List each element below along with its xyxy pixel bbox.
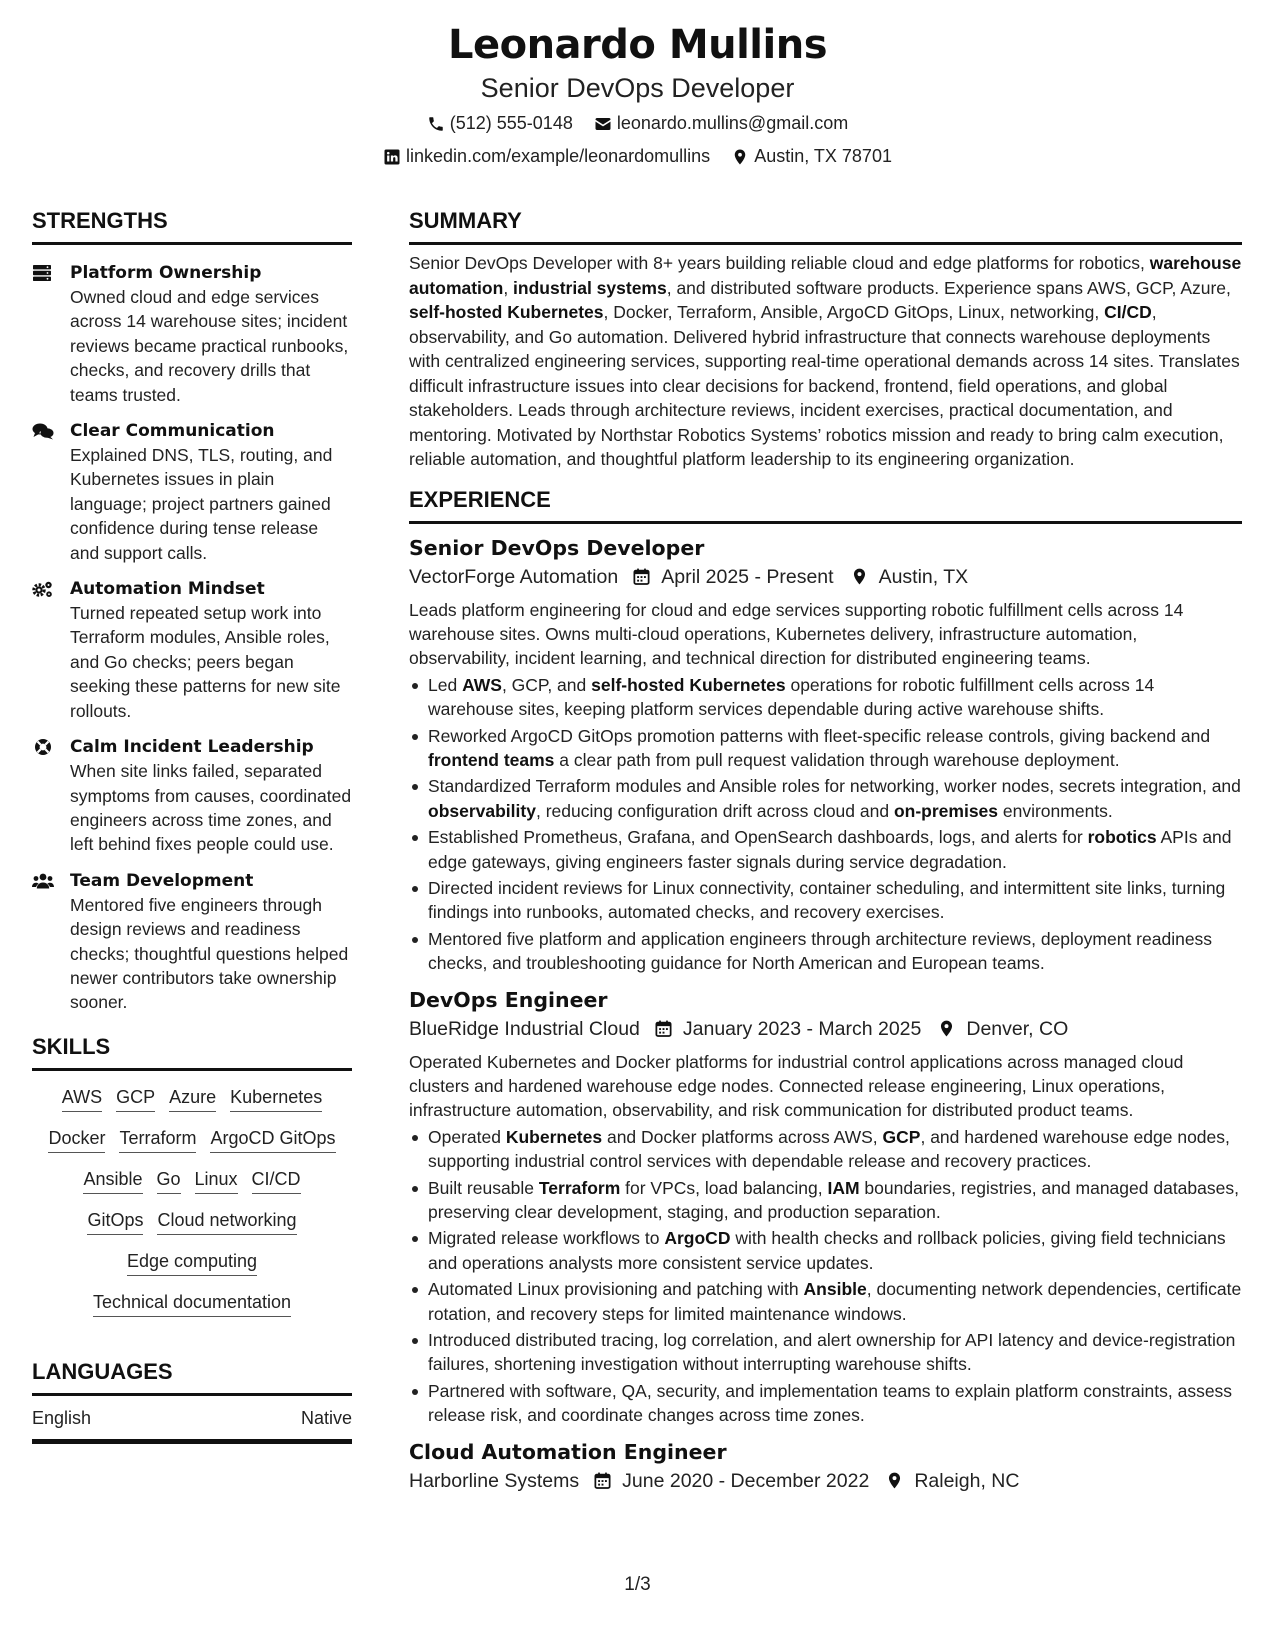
job-dates: January 2023 - March 2025 <box>682 1017 922 1040</box>
job-description: Leads platform engineering for cloud and edge services supporting robotic fulfillment cells across 14 warehouse sites. Owns multi-cloud operations, Kubernetes delivery, infrastructure automation, observability, incident learning, and technical direction for distributed engineering teams. <box>409 599 1184 669</box>
location-text: Austin, TX 78701 <box>754 146 892 166</box>
text-segment: , reducing configuration drift across cloud and <box>535 800 894 821</box>
skills-row <box>32 1163 352 1204</box>
strength-title: Platform Ownership <box>70 263 262 283</box>
bold-text: robotics <box>1087 827 1157 848</box>
text-segment: , GCP, and <box>501 674 592 695</box>
job-meta <box>409 1466 1242 1496</box>
phone-contact <box>427 113 573 134</box>
bold-text: CI/CD <box>1104 302 1152 322</box>
text-segment: , Docker, Terraform, Ansible, ArgoCD GitOps, Linux, networking, <box>603 302 1105 322</box>
job-bullets <box>409 1125 1242 1428</box>
skill-tag: Linux <box>195 1169 238 1194</box>
job-meta <box>409 1014 1242 1044</box>
text-segment: Introduced distributed tracing, log correlation, and alert ownership for API latency and device-registration failures, shortening investigation without interrupting warehouse shifts. <box>428 1330 1236 1375</box>
bold-text: GCP <box>882 1126 921 1147</box>
job-description: Operated Kubernetes and Docker platforms for industrial control applications across managed cloud clusters and hardened warehouse edge nodes. Connected release engineering, Linux operations, infrastructure automation, observability, and risk communication for distributed product teams. <box>409 1051 1184 1121</box>
job-entry <box>409 986 1242 1428</box>
text-segment: Senior DevOps Developer with 8+ years building reliable cloud and edge platforms for robotics, <box>409 253 1150 273</box>
bullet-item <box>409 1277 1242 1326</box>
skill-tag: Terraform <box>119 1128 196 1153</box>
text-segment: with health checks and rollback policies, giving field technicians and operations analysts more consistent service updates. <box>428 1228 1226 1273</box>
text-segment: a clear path from pull request validation through warehouse deployment. <box>554 749 1120 770</box>
skills-row <box>32 1122 352 1163</box>
contact-row-1 <box>0 113 1275 138</box>
job-company: Harborline Systems <box>409 1469 580 1492</box>
experience-list <box>409 534 1242 1496</box>
skill-tag: Go <box>157 1169 181 1194</box>
bold-text: observability <box>428 800 536 821</box>
skills-row <box>32 1204 352 1245</box>
bold-text: ArgoCD <box>664 1228 731 1249</box>
bullet-item <box>409 1125 1242 1174</box>
text-segment: , and hardened warehouse edge nodes, supporting industrial control services with dependable release and recovery practices. <box>428 1126 1230 1172</box>
page-number: 1/3 <box>624 1574 651 1595</box>
text-segment: Led <box>428 674 463 695</box>
strengths-list <box>32 245 352 1015</box>
skill-tag: ArgoCD GitOps <box>210 1128 335 1153</box>
job-location: Denver, CO <box>966 1017 1069 1040</box>
strength-desc: Turned repeated setup work into Terraform modules, Ansible roles, and Go checks; peers began seeking these patterns for new site rollouts. <box>70 603 341 721</box>
users-icon <box>32 872 54 890</box>
text-segment: Operated <box>428 1126 506 1147</box>
strength-desc: When site links failed, separated symptoms from causes, coordinated engineers across time zones, and left behind fixes people could use. <box>70 761 352 855</box>
strength-desc: Mentored five engineers through design reviews and readiness checks; thoughtful questions helped newer contributors take ownership sooner. <box>70 894 349 1013</box>
linkedin-icon <box>383 148 401 166</box>
skill-tag: Cloud networking <box>157 1210 296 1235</box>
server-icon <box>32 264 54 282</box>
strength-item <box>32 735 352 857</box>
bullet-item <box>409 927 1242 976</box>
skills-heading: SKILLS <box>32 1034 352 1071</box>
bullet-item <box>409 724 1242 773</box>
cogs-icon <box>32 580 54 598</box>
strengths-heading: STRENGTHS <box>32 208 352 245</box>
text-segment: Migrated release workflows to <box>428 1228 665 1249</box>
map-marker-icon <box>850 567 869 586</box>
text-segment: Established Prometheus, Grafana, and OpenSearch dashboards, logs, and alerts for <box>428 827 1088 848</box>
strength-item <box>32 577 352 723</box>
bullet-item <box>409 1328 1242 1377</box>
language-level: Native <box>300 1407 352 1428</box>
candidate-title: Senior DevOps Developer <box>480 73 795 103</box>
skill-tag: Azure <box>169 1087 216 1112</box>
strength-title: Clear Communication <box>70 421 275 442</box>
summary-heading: SUMMARY <box>409 208 1242 245</box>
job-title: DevOps Engineer <box>409 987 608 1012</box>
strength-item <box>32 869 352 1015</box>
bullet-item <box>409 1226 1242 1275</box>
bold-text: Ansible <box>803 1279 867 1300</box>
job-bullets <box>409 673 1242 976</box>
strength-item <box>32 419 352 565</box>
calendar-icon <box>654 1019 673 1038</box>
bold-text: Kubernetes <box>505 1126 603 1147</box>
bold-text: Terraform <box>538 1177 621 1198</box>
job-title: Senior DevOps Developer <box>409 535 705 560</box>
skills-row <box>32 1245 352 1286</box>
job-company: VectorForge Automation <box>409 565 619 588</box>
bold-text: AWS <box>462 674 502 695</box>
email-contact[interactable] <box>594 113 848 134</box>
experience-heading: EXPERIENCE <box>409 487 1242 524</box>
strength-desc: Explained DNS, TLS, routing, and Kubernetes issues in plain language; project partners gained confidence during tense release and support calls. <box>70 445 333 563</box>
bold-text: self-hosted Kubernetes <box>591 674 786 695</box>
strength-title: Automation Mindset <box>70 579 265 600</box>
calendar-icon <box>632 567 651 586</box>
skill-tag: Technical documentation <box>93 1292 291 1317</box>
text-segment: , observability, and Go automation. Delivered hybrid infrastructure that connects warehouse deployments with centralized engineering services, supporting real-time operational demands across 14 sites. Translates difficult infrastructure issues into clear decisions for backend, frontend, field operations, and global stakeholders. Leads through architecture reviews, incident exercises, practical documentation, and mentoring. Motivated by Northstar Robotics Systems’ robotics mission and ready to bring calm execution, reliable automation, and thoughtful platform leadership to its engineering organization. <box>409 302 1240 469</box>
email-text[interactable]: leonardo.mullins@gmail.com <box>616 113 849 133</box>
bullet-item <box>409 825 1242 874</box>
map-marker-icon <box>731 148 749 166</box>
candidate-name: Leonardo Mullins <box>447 22 828 68</box>
strength-item <box>32 261 352 407</box>
right-column <box>409 208 1242 1496</box>
text-segment: , and distributed software products. Experience spans AWS, GCP, Azure, <box>666 277 1231 298</box>
comments-icon <box>32 422 54 440</box>
text-segment: Standardized Terraform modules and Ansible roles for networking, worker nodes, secrets integration, and <box>428 776 1241 797</box>
text-segment: , documenting network dependencies, certificate rotation, and recovery steps for limited maintenance windows. <box>428 1279 1242 1324</box>
skill-tag: Edge computing <box>127 1251 257 1276</box>
strength-desc: Owned cloud and edge services across 14 warehouse sites; incident reviews became practical runbooks, checks, and recovery drills that teams trusted. <box>70 287 349 405</box>
bold-text: self-hosted Kubernetes <box>409 302 604 322</box>
bold-text: warehouse automation <box>409 253 1242 298</box>
skills-row <box>32 1081 352 1122</box>
text-segment: boundaries, registries, and managed databases, preserving clear development, staging, and production separation. <box>428 1177 1239 1223</box>
skill-tag: Kubernetes <box>230 1087 322 1112</box>
job-entry <box>409 534 1242 976</box>
text-segment: Reworked ArgoCD GitOps promotion patterns with fleet-specific release controls, giving backend and <box>428 725 1211 746</box>
linkedin-contact[interactable] <box>383 146 710 167</box>
text-segment: environments. <box>998 800 1113 821</box>
calendar-icon <box>593 1471 612 1490</box>
job-location: Raleigh, NC <box>914 1469 1020 1492</box>
text-segment: for VPCs, load balancing, <box>620 1177 828 1198</box>
text-segment: operations for robotic fulfillment cells across 14 warehouse sites, keeping platform services dependable during active warehouse shifts. <box>428 674 1155 720</box>
job-entry <box>409 1438 1242 1496</box>
phone-text: (512) 555-0148 <box>449 113 573 133</box>
bullet-item <box>409 876 1242 925</box>
bullet-item <box>409 1176 1242 1225</box>
bullet-item <box>409 1379 1242 1428</box>
bold-text: IAM <box>827 1177 860 1198</box>
text-segment: , <box>503 277 514 298</box>
job-dates: June 2020 - December 2022 <box>622 1469 870 1492</box>
linkedin-text[interactable]: linkedin.com/example/leonardomullins <box>406 146 711 166</box>
envelope-icon <box>594 115 612 133</box>
bullet-item <box>409 774 1242 823</box>
bold-text: on-premises <box>893 800 999 821</box>
map-marker-icon <box>937 1019 956 1038</box>
strength-title: Team Development <box>70 870 254 891</box>
job-company: BlueRidge Industrial Cloud <box>409 1017 640 1040</box>
phone-icon <box>427 115 445 133</box>
job-meta <box>409 562 1242 592</box>
text-segment: APIs and edge gateways, giving engineers faster signals during service degradation. <box>428 827 1232 872</box>
location-contact <box>731 146 892 167</box>
job-title: Cloud Automation Engineer <box>409 1439 727 1464</box>
bullet-item <box>409 673 1242 722</box>
skill-tag: Ansible <box>83 1169 142 1194</box>
text-segment: Mentored five platform and application engineers through architecture reviews, deployment readiness checks, and troubleshooting guidance for North American and European teams. <box>428 928 1213 974</box>
skill-tag: Docker <box>48 1128 105 1153</box>
text-segment: and Docker platforms across AWS, <box>602 1126 883 1147</box>
strength-title: Calm Incident Leadership <box>70 737 314 758</box>
job-location: Austin, TX <box>878 565 969 588</box>
text-segment: Built reusable <box>428 1177 539 1198</box>
text-segment: Partnered with software, QA, security, and implementation teams to explain platform constraints, assess release risk, and coordinate changes across time zones. <box>428 1380 1233 1426</box>
skill-tag: GitOps <box>87 1210 143 1235</box>
skill-tag: CI/CD <box>252 1169 301 1194</box>
text-segment: Automated Linux provisioning and patching with <box>428 1279 804 1300</box>
text-segment: Directed incident reviews for Linux connectivity, container scheduling, and intermittent site links, turning findings into runbooks, automated checks, and recovery exercises. <box>428 877 1226 923</box>
skill-tag: GCP <box>116 1087 155 1112</box>
skills-row <box>32 1286 352 1327</box>
bold-text: frontend teams <box>428 749 555 770</box>
languages-heading: LANGUAGES <box>32 1359 352 1396</box>
left-column <box>32 208 352 1444</box>
language-row <box>32 1396 352 1444</box>
summary-text <box>409 245 1242 472</box>
skills-list <box>32 1071 352 1327</box>
contact-row-2 <box>0 146 1275 171</box>
language-name: English <box>32 1407 92 1428</box>
life-ring-icon <box>32 738 54 756</box>
map-marker-icon <box>885 1471 904 1490</box>
skill-tag: AWS <box>62 1087 102 1112</box>
job-dates: April 2025 - Present <box>661 565 834 588</box>
bold-text: industrial systems <box>513 277 667 298</box>
